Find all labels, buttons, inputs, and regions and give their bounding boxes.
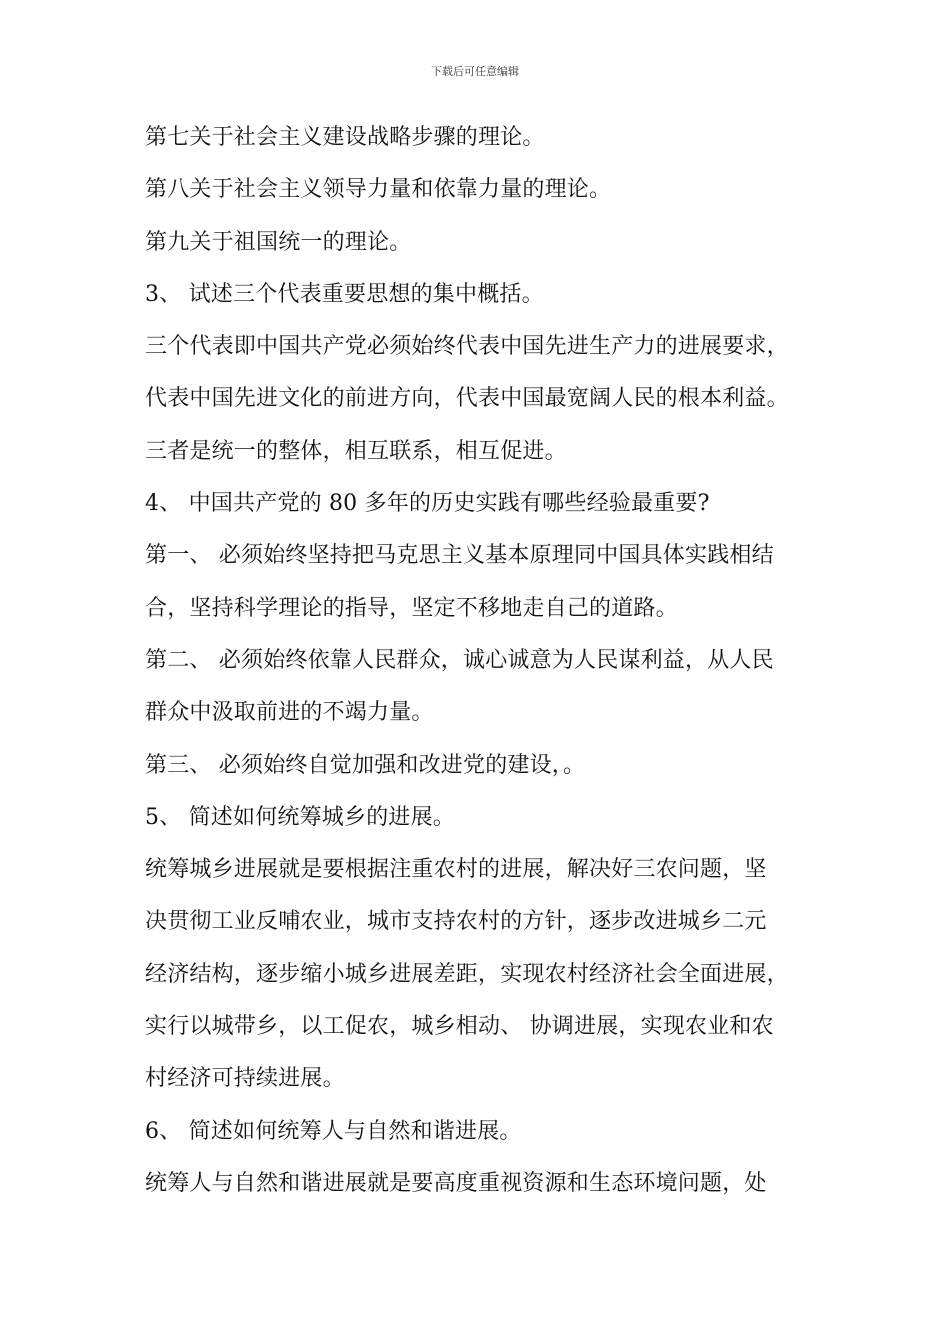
text-line: 第八关于社会主义领导力量和依靠力量的理论。	[145, 177, 612, 203]
question-heading: 3、 试述三个代表重要思想的集中概括。	[145, 281, 544, 307]
text-line: 第二、 必须始终依靠人民群众，诚心诚意为人民谋利益，从人民	[145, 647, 774, 673]
text-line: 代表中国先进文化的前进方向，代表中国最宽阔人民的根本利益。	[145, 386, 789, 412]
text-line: 三者是统一的整体，相互联系，相互促进。	[145, 438, 567, 464]
document-body	[145, 118, 825, 1216]
page-header: 下载后可任意编辑	[431, 65, 519, 78]
text-line: 第三、 必须始终自觉加强和改进党的建设，。	[145, 752, 586, 778]
text-line: 决贯彻工业反哺农业，城市支持农村的方针，逐步改进城乡二元	[145, 909, 767, 935]
text-line: 经济结构，逐步缩小城乡进展差距，实现农村经济社会全面进展，	[145, 961, 789, 987]
question-heading: 6、 简述如何统筹人与自然和谐进展。	[145, 1118, 522, 1144]
text-line: 合，坚持科学理论的指导，坚定不移地走自己的道路。	[145, 595, 678, 621]
text-line: 群众中汲取前进的不竭力量。	[145, 700, 434, 726]
question-heading: 4、 中国共产党的 80 多年的历史实践有哪些经验最重要?	[145, 491, 710, 517]
text-line: 统筹人与自然和谐进展就是要高度重视资源和生态环境问题，处	[145, 1170, 767, 1196]
text-line: 统筹城乡进展就是要根据注重农村的进展，解决好三农问题，坚	[145, 857, 767, 883]
text-line: 实行以城带乡，以工促农，城乡相动、 协调进展，实现农业和农	[145, 1014, 774, 1040]
text-line: 三个代表即中国共产党必须始终代表中国先进生产力的进展要求，	[145, 334, 789, 360]
text-line: 第一、 必须始终坚持把马克思主义基本原理同中国具体实践相结	[145, 543, 774, 569]
question-heading: 5、 简述如何统筹城乡的进展。	[145, 804, 455, 830]
text-line: 第九关于祖国统一的理论。	[145, 229, 412, 255]
text-line: 村经济可持续进展。	[145, 1066, 345, 1092]
text-line: 第七关于社会主义建设战略步骤的理论。	[145, 125, 545, 150]
